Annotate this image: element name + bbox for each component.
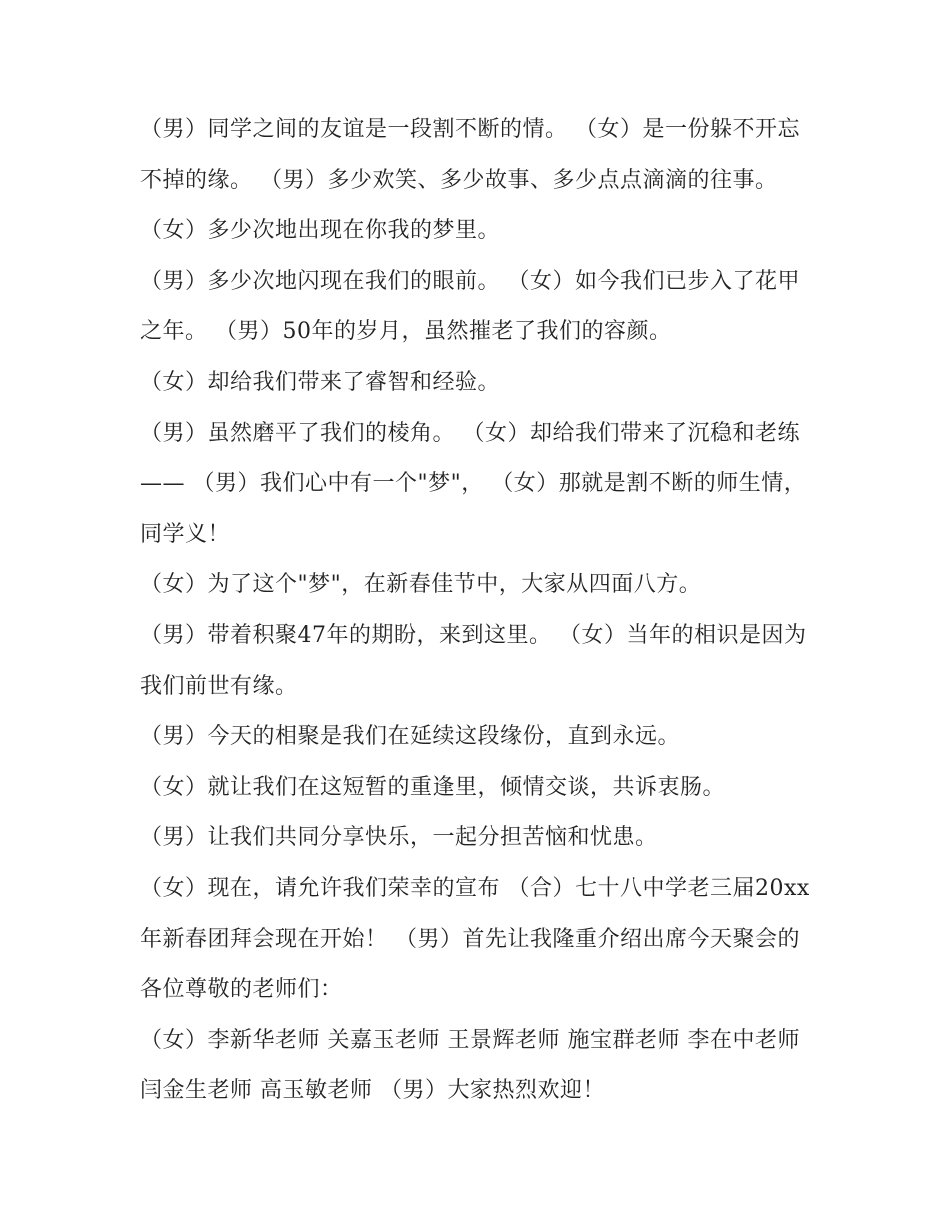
paragraph: （女）为了这个"梦"，在新春佳节中，大家从四面八方。	[140, 572, 702, 598]
paragraph: （男）让我们共同分享快乐，一起分担苦恼和忧患。	[140, 825, 658, 851]
paragraph: （女）却给我们带来了睿智和经验。	[140, 369, 501, 395]
paragraph: （男）带着积聚47年的期盼，来到这里。 （女）当年的相识是因为我们前世有缘。	[140, 622, 807, 699]
paragraph: （男）同学之间的友谊是一段割不断的情。 （女）是一份躲不开忘不掉的缘。 （男）多少欢笑、多少故事、多少点点滴滴的往事。 （女）多少次地出现在你我的梦里。	[140, 117, 800, 244]
paragraph: （男）虽然磨平了我们的棱角。 （女）却给我们带来了沉稳和老练—— （男）我们心中有一个"梦"， （女）那就是割不断的师生情，同学义！	[140, 420, 807, 547]
paragraph: （女）现在，请允许我们荣幸的宣布 （合）七十八中学老三届20xx年新春团拜会现在开始！ （男）首先让我隆重介绍出席今天聚会的各位尊敬的老师们：	[140, 875, 810, 1003]
paragraph: （女）李新华老师 关嘉玉老师 王景辉老师 施宝群老师 李在中老师 闫金生老师 高玉敏老师 （男）大家热烈欢迎！	[140, 1027, 800, 1104]
paragraph: （男）多少次地闪现在我们的眼前。 （女）如今我们已步入了花甲之年。 （男）50年的岁月，虽然摧老了我们的容颜。	[140, 268, 800, 345]
paragraph: （男）今天的相聚是我们在延续这段缘份，直到永远。	[140, 724, 681, 750]
paragraph: （女）就让我们在这短暂的重逢里，倾情交谈，共诉衷肠。	[140, 774, 726, 800]
document-body	[140, 105, 820, 1117]
